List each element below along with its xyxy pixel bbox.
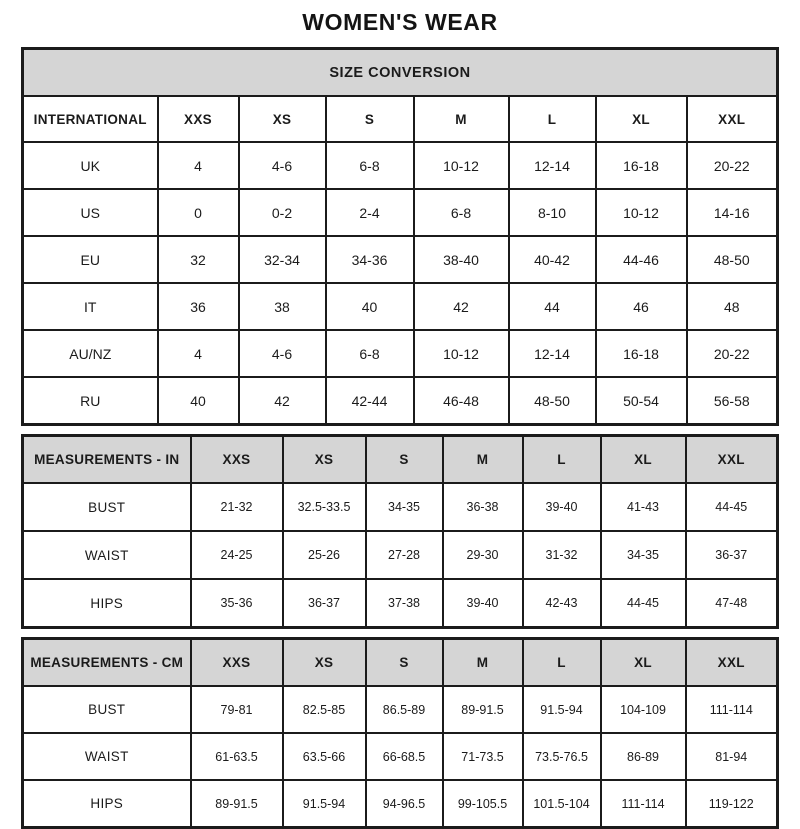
col-header-xl: XL: [601, 436, 686, 484]
measurements-in-header: MEASUREMENTS - IN: [23, 436, 191, 484]
cell: 82.5-85: [283, 686, 366, 733]
cell: 36-38: [443, 483, 523, 531]
col-header-l: L: [523, 436, 601, 484]
cell: 32.5-33.5: [283, 483, 366, 531]
cell: 48-50: [687, 236, 778, 283]
cell: 44-45: [686, 483, 778, 531]
col-header-xxl: XXL: [686, 436, 778, 484]
cell: 34-35: [366, 483, 443, 531]
cell: 37-38: [366, 579, 443, 628]
col-header-xxl: XXL: [686, 639, 778, 687]
cell: 119-122: [686, 780, 778, 828]
cell: 89-91.5: [191, 780, 283, 828]
cell: 111-114: [686, 686, 778, 733]
cell: 56-58: [687, 377, 778, 425]
measurements-in-table: [21, 434, 779, 629]
cell: 16-18: [596, 142, 687, 189]
cell: 20-22: [687, 142, 778, 189]
cell: 2-4: [326, 189, 414, 236]
table-row: [23, 283, 778, 330]
cell: 42-44: [326, 377, 414, 425]
row-label-it: IT: [23, 283, 158, 330]
row-label-bust: BUST: [23, 483, 191, 531]
cell: 61-63.5: [191, 733, 283, 780]
cell: 66-68.5: [366, 733, 443, 780]
col-header-l: L: [509, 96, 596, 142]
cell: 44-45: [601, 579, 686, 628]
table-row: [23, 639, 778, 687]
cell: 32: [158, 236, 239, 283]
row-label-bust: BUST: [23, 686, 191, 733]
row-label-hips: HIPS: [23, 579, 191, 628]
table-row: [23, 780, 778, 828]
cell: 40: [158, 377, 239, 425]
cell: 38-40: [414, 236, 509, 283]
cell: 8-10: [509, 189, 596, 236]
page-title: WOMEN'S WEAR: [302, 9, 498, 35]
row-label-us: US: [23, 189, 158, 236]
cell: 32-34: [239, 236, 326, 283]
col-header-xxs: XXS: [191, 639, 283, 687]
cell: 86-89: [601, 733, 686, 780]
cell: 73.5-76.5: [523, 733, 601, 780]
cell: 25-26: [283, 531, 366, 579]
cell: 40: [326, 283, 414, 330]
row-label-aunz: AU/NZ: [23, 330, 158, 377]
table-row: [23, 733, 778, 780]
cell: 91.5-94: [523, 686, 601, 733]
cell: 99-105.5: [443, 780, 523, 828]
cell: 4-6: [239, 142, 326, 189]
table-row: [23, 49, 778, 97]
col-header-m: M: [443, 436, 523, 484]
cell: 31-32: [523, 531, 601, 579]
table-row: [23, 236, 778, 283]
cell: 101.5-104: [523, 780, 601, 828]
cell: 48: [687, 283, 778, 330]
col-header-xs: XS: [283, 436, 366, 484]
cell: 10-12: [414, 330, 509, 377]
cell: 50-54: [596, 377, 687, 425]
cell: 63.5-66: [283, 733, 366, 780]
table-row: [23, 142, 778, 189]
measurements-cm-table: [21, 637, 779, 829]
cell: 24-25: [191, 531, 283, 579]
cell: 46-48: [414, 377, 509, 425]
col-header-xs: XS: [239, 96, 326, 142]
cell: 6-8: [326, 142, 414, 189]
cell: 12-14: [509, 142, 596, 189]
cell: 20-22: [687, 330, 778, 377]
table-row: [23, 483, 778, 531]
cell: 48-50: [509, 377, 596, 425]
cell: 79-81: [191, 686, 283, 733]
cell: 35-36: [191, 579, 283, 628]
row-label-waist: WAIST: [23, 733, 191, 780]
cell: 86.5-89: [366, 686, 443, 733]
col-header-l: L: [523, 639, 601, 687]
row-label-hips: HIPS: [23, 780, 191, 828]
cell: 4: [158, 142, 239, 189]
row-label-eu: EU: [23, 236, 158, 283]
cell: 41-43: [601, 483, 686, 531]
col-header-xl: XL: [601, 639, 686, 687]
col-header-xxs: XXS: [158, 96, 239, 142]
cell: 10-12: [414, 142, 509, 189]
cell: 46: [596, 283, 687, 330]
cell: 89-91.5: [443, 686, 523, 733]
cell: 14-16: [687, 189, 778, 236]
table-row: [23, 96, 778, 142]
cell: 42: [414, 283, 509, 330]
cell: 81-94: [686, 733, 778, 780]
cell: 21-32: [191, 483, 283, 531]
row-label-ru: RU: [23, 377, 158, 425]
cell: 36: [158, 283, 239, 330]
col-header-m: M: [443, 639, 523, 687]
cell: 6-8: [326, 330, 414, 377]
cell: 29-30: [443, 531, 523, 579]
col-header-xxl: XXL: [687, 96, 778, 142]
col-header-s: S: [366, 436, 443, 484]
cell: 4: [158, 330, 239, 377]
cell: 40-42: [509, 236, 596, 283]
table-row: [23, 686, 778, 733]
table-row: [23, 579, 778, 628]
cell: 39-40: [443, 579, 523, 628]
cell: 34-36: [326, 236, 414, 283]
col-header-s: S: [326, 96, 414, 142]
table-row: [23, 330, 778, 377]
col-header-xl: XL: [596, 96, 687, 142]
cell: 44-46: [596, 236, 687, 283]
cell: 94-96.5: [366, 780, 443, 828]
col-header-xxs: XXS: [191, 436, 283, 484]
cell: 27-28: [366, 531, 443, 579]
size-conversion-table: [21, 47, 779, 426]
col-header-international: INTERNATIONAL: [23, 96, 158, 142]
table-row: [23, 531, 778, 579]
table-row: [23, 189, 778, 236]
cell: 0: [158, 189, 239, 236]
cell: 36-37: [686, 531, 778, 579]
table-row: [23, 377, 778, 425]
table-row: [23, 436, 778, 484]
cell: 4-6: [239, 330, 326, 377]
cell: 111-114: [601, 780, 686, 828]
size-conversion-banner: SIZE CONVERSION: [23, 49, 778, 97]
cell: 39-40: [523, 483, 601, 531]
cell: 44: [509, 283, 596, 330]
cell: 42-43: [523, 579, 601, 628]
cell: 38: [239, 283, 326, 330]
cell: 36-37: [283, 579, 366, 628]
cell: 47-48: [686, 579, 778, 628]
row-label-waist: WAIST: [23, 531, 191, 579]
cell: 16-18: [596, 330, 687, 377]
cell: 42: [239, 377, 326, 425]
cell: 71-73.5: [443, 733, 523, 780]
col-header-xs: XS: [283, 639, 366, 687]
cell: 104-109: [601, 686, 686, 733]
measurements-cm-header: MEASUREMENTS - CM: [23, 639, 191, 687]
col-header-m: M: [414, 96, 509, 142]
cell: 10-12: [596, 189, 687, 236]
cell: 91.5-94: [283, 780, 366, 828]
cell: 0-2: [239, 189, 326, 236]
row-label-uk: UK: [23, 142, 158, 189]
cell: 34-35: [601, 531, 686, 579]
cell: 6-8: [414, 189, 509, 236]
cell: 12-14: [509, 330, 596, 377]
col-header-s: S: [366, 639, 443, 687]
